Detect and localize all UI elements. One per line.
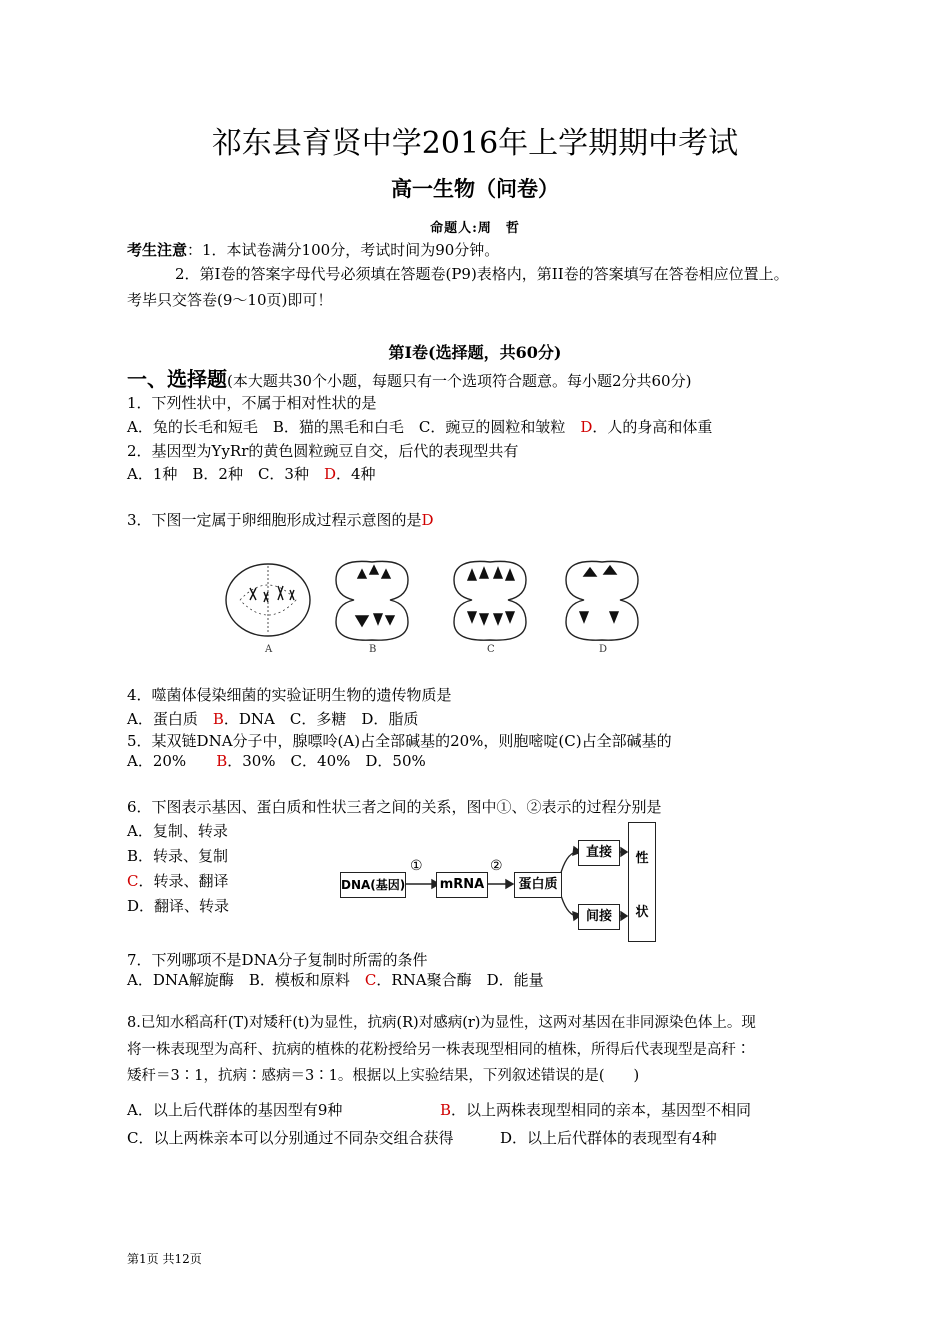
step1-label: ① [410, 858, 423, 874]
exam-subtitle: 高一生物（问卷） [391, 177, 559, 201]
q5-stem: 5．某双链DNA分子中，腺嘌呤(A)占全部碱基的20%，则胞嘧啶(C)占全部碱基的 [127, 732, 672, 750]
mrna-box: mRNA [436, 872, 488, 898]
q8-option-d: D．以上后代群体的表现型有4种 [500, 1129, 717, 1147]
exam-title: 祁东县育贤中学2016年上学期期中考试 [211, 126, 739, 161]
q8-option-b [440, 1100, 751, 1120]
cell-d [566, 561, 638, 655]
step2-label: ② [490, 858, 503, 874]
q7-options [127, 970, 544, 990]
q1-stem: 1．下列性状中，不属于相对性状的是 [127, 394, 377, 412]
q1-answer-letter: D [580, 418, 593, 436]
q5-options [127, 751, 426, 771]
q1-options [127, 417, 712, 437]
protein-box: 蛋白质 [514, 872, 562, 898]
q8-answer-letter: B [440, 1101, 452, 1119]
q8-stem-line2: 将一株表现型为高秆、抗病的植株的花粉授给另一株表现型相同的植株，所得后代表现型是高秆∶ [127, 1042, 751, 1058]
q6-option-c-text: ．转录、翻译 [138, 872, 229, 890]
figure-label-a: A [265, 644, 273, 655]
notice-label: 考生注意 [127, 241, 188, 259]
q6-option-b: B．转录、复制 [127, 847, 229, 865]
section1-title: 第Ⅰ卷(选择题，共60分) [388, 343, 562, 362]
q4-options [127, 709, 418, 729]
section1-heading-label: 一、选择题 [127, 367, 227, 391]
notice-line3: 考毕只交答卷(9～10页)即可！ [127, 291, 333, 309]
q4-option-a: A．蛋白质 [127, 710, 213, 728]
q7-options-cd: ．RNA聚合酶 D．能量 [376, 971, 544, 989]
cell-c [454, 561, 526, 655]
cell-b [336, 561, 408, 655]
section1-heading-note: (本大题共30个小题，每题只有一个选项符合题意。每小题2分共60分) [227, 372, 692, 390]
q8-option-a: A．以上后代群体的基因型有9种 [127, 1101, 343, 1119]
q8-stem-line3: 矮秆＝3∶1，抗病∶感病＝3∶1。根据以上实验结果，下列叙述错误的是( ) [127, 1068, 640, 1084]
q2-options [127, 464, 376, 484]
q7-answer-letter: C [364, 971, 377, 989]
q6-stem: 6．下图表示基因、蛋白质和性状三者之间的关系，图中①、②表示的过程分别是 [127, 798, 662, 816]
q8-option-c: C．以上两株亲本可以分别通过不同杂交组合获得 [127, 1129, 454, 1147]
trait-box [628, 822, 656, 942]
direct-box: 直接 [578, 840, 620, 866]
q6-option-c [127, 871, 229, 891]
q6-option-a: A．复制、转录 [127, 822, 228, 840]
q2-option-d: ．4种 [336, 465, 376, 483]
exam-author: 命题人:周 哲 [430, 221, 520, 236]
q3-stem-text: 3．下图一定属于卵细胞形成过程示意图的是 [127, 511, 422, 529]
trait-char1: 性 [635, 851, 649, 866]
q2-options-abc: A．1种 B．2种 C．3种 [127, 465, 324, 483]
notice-line1 [127, 240, 499, 260]
q7-stem: 7．下列哪项不是DNA分子复制时所需的条件 [127, 951, 428, 969]
figure-label-d: D [599, 644, 608, 655]
q7-options-ab: A．DNA解旋酶 B．模板和原料 [127, 971, 365, 989]
q2-answer-letter: D [323, 465, 336, 483]
q8-stem-line1: 8.已知水稻高秆(T)对矮秆(t)为显性，抗病(R)对感病(r)为显性，这两对基因在非同源染色体上。现 [127, 1015, 756, 1031]
q6-option-d: D．翻译、转录 [127, 897, 230, 915]
q6-answer-letter: C [127, 872, 139, 890]
q1-options-abc: A．兔的长毛和短毛 B．猫的黑毛和白毛 C．豌豆的圆粒和皱粒 [127, 418, 581, 436]
notice-line2: 2．第Ⅰ卷的答案字母代号必须填在答题卷(P9)表格内，第II卷的答案填写在答卷相应位置上。 [175, 265, 789, 283]
figure-label-b: B [369, 644, 377, 655]
q5-answer-letter: B [216, 752, 228, 770]
q4-answer-letter: B [212, 710, 224, 728]
notice-text1: ：1．本试卷满分100分，考试时间为90分钟。 [187, 241, 500, 259]
cell-a [226, 564, 310, 655]
q4-stem: 4．噬菌体侵染细菌的实验证明生物的遗传物质是 [127, 686, 452, 704]
q5-options-bcd: ．30% C．40% D．50% [227, 752, 426, 770]
section1-heading [127, 363, 691, 392]
cell-division-figure [220, 550, 650, 660]
indirect-box: 间接 [578, 904, 620, 930]
q8-option-b-text: ．以上两株表现型相同的亲本，基因型不相同 [451, 1101, 752, 1119]
figure-label-c: C [487, 644, 495, 655]
gene-expression-diagram [338, 818, 658, 944]
trait-char2: 状 [635, 905, 649, 920]
q4-options-bcd: ．DNA C．多糖 D．脂质 [223, 710, 419, 728]
q1-option-d: ．人的身高和体重 [592, 418, 713, 436]
q5-option-a: A．20% [127, 752, 217, 770]
q2-stem: 2．基因型为YyRr的黄色圆粒豌豆自交，后代的表现型共有 [127, 442, 519, 460]
q3-answer: D [421, 511, 434, 529]
q3-stem [127, 510, 434, 530]
dna-gene-box: DNA(基因) [340, 872, 406, 898]
page-footer: 第1页 共12页 [127, 1252, 202, 1266]
